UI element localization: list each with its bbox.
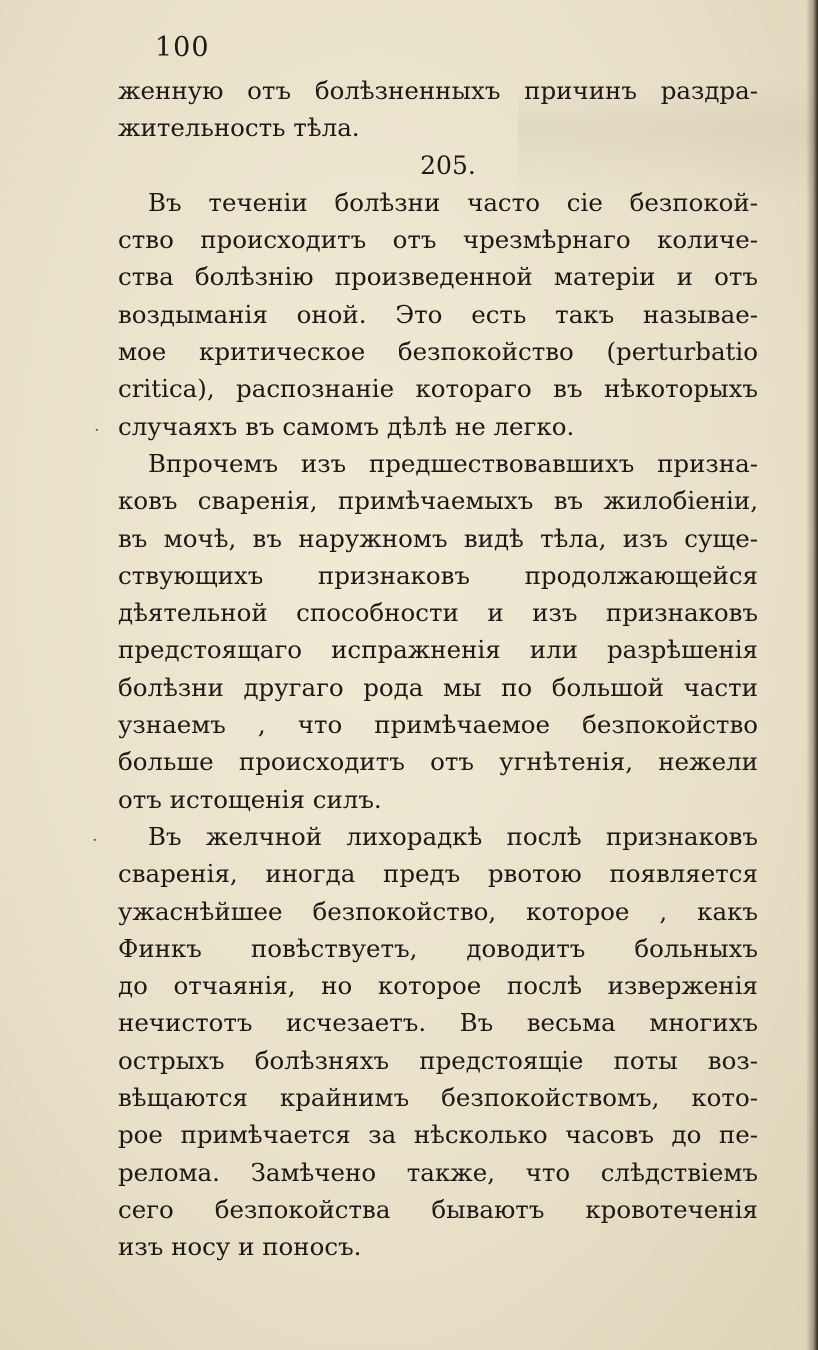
paragraph-2 — [118, 445, 758, 818]
text-line: женную отъ болѣзненныхъ причинъ раздра- — [118, 76, 758, 105]
page-number: 100 — [155, 32, 210, 63]
text-line: Въ теченіи болѣзни часто сіе безпокой- — [148, 187, 758, 217]
text-line: случаяхъ въ самомъ дѣлѣ не легко. — [118, 411, 575, 441]
text-line: болѣзни другаго рода мы по большой части — [118, 672, 758, 702]
text-line: отъ истощенія силъ. — [118, 784, 382, 814]
paragraph-1 — [118, 184, 758, 445]
text-line: релома. Замѣчено также, что слѣдствіемъ — [118, 1157, 758, 1187]
text-line: въ мочѣ, въ наружномъ видѣ тѣла, изъ суще- — [118, 523, 758, 553]
text-line: изъ носу и поносъ. — [118, 1232, 362, 1262]
text-line: ковъ сваренія, примѣчаемыхъ въ жилобіеніи, — [118, 486, 758, 516]
text-line: ство происходитъ отъ чрезмѣрнаго количе- — [118, 225, 758, 255]
text-line: сего безпокойства бываютъ кровотеченія — [118, 1194, 758, 1224]
text-line: вѣщаются крайнимъ безпокойствомъ, кото- — [118, 1083, 758, 1113]
text-line: до отчаянія, но которое послѣ изверженія — [118, 971, 758, 1001]
text-line: предстоящаго испражненія или разрѣшенія — [118, 635, 758, 665]
text-line: ужаснѣйшее безпокойство, которое , какъ — [118, 896, 758, 926]
text-line: острыхъ болѣзняхъ предстоящіе поты воз- — [118, 1045, 758, 1075]
margin-speck: · — [92, 830, 98, 851]
text-line: больше происходитъ отъ угнѣтенія, нежели — [118, 747, 758, 777]
section-number: 205. — [420, 150, 476, 180]
text-line: узнаемъ , что примѣчаемое безпокойство — [118, 710, 758, 740]
text-line: дѣятельной способности и изъ признаковъ — [118, 598, 758, 628]
text-line: мое критическое безпокойство (perturbatio — [118, 337, 758, 367]
page-text — [118, 72, 758, 1266]
text-line: Въ желчной лихорадкѣ послѣ признаковъ — [148, 821, 758, 851]
text-line: рое примѣчается за нѣсколько часовъ до пе- — [118, 1120, 758, 1150]
text-line: critica), распознаніе котораго въ нѣкоторыхъ — [118, 374, 758, 404]
margin-speck: · — [94, 420, 100, 441]
text-line: воздыманія оной. Это есть такъ называе- — [118, 299, 758, 329]
text-line: Впрочемъ изъ предшествовавшихъ призна- — [148, 448, 758, 478]
text-line: Финкъ повѣствуетъ, доводитъ больныхъ — [118, 933, 758, 963]
paragraph-3 — [118, 818, 758, 1266]
text-line: сваренія, иногда предъ рвотою появляется — [118, 859, 758, 889]
text-line: ства болѣзнію произведенной матеріи и отъ — [118, 262, 758, 292]
text-line: нечистотъ исчезаетъ. Въ весьма многихъ — [118, 1008, 758, 1038]
text-line: ствующихъ признаковъ продолжающейся — [118, 560, 758, 590]
page-edge-shadow — [806, 0, 818, 1350]
text-line: жительность тѣла. — [118, 113, 360, 143]
